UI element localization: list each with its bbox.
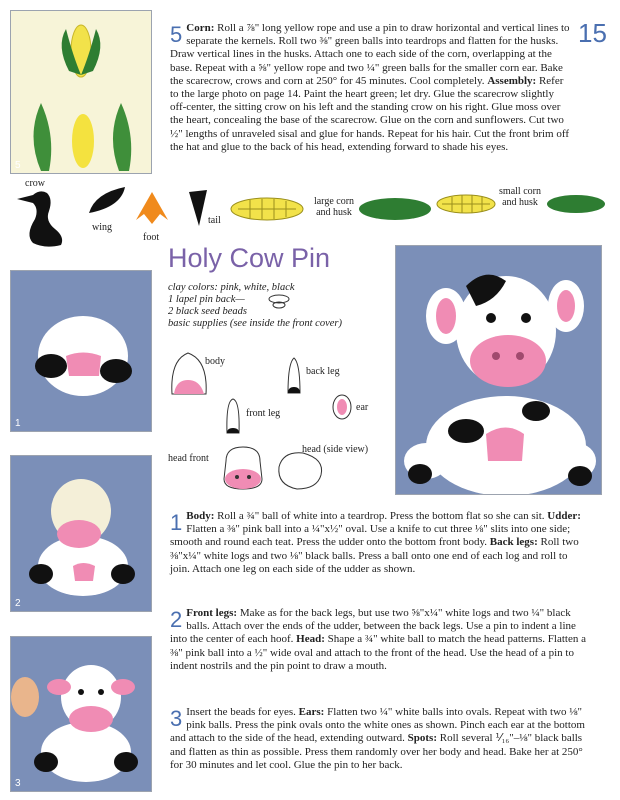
material-item: clay colors: pink, white, black	[168, 282, 295, 293]
material-item: basic supplies (see inside the front cover)	[168, 318, 342, 329]
step-1-paragraph	[170, 510, 590, 576]
assembly-title: Assembly:	[487, 74, 537, 87]
assembly-text: Refer to the large photo on page 14. Paint the heart green; let dry. Glue the scarecrow slightly off-center, the sitting crow on his left and the standing crow on his right. Glue moss over the heart, concealing the base of the scarecrow. Glue on the corn and sunflowers. Cut two ½" lengths of unraveled sisal and glue for hands. Repeat for his hair. Cut the front brim off the hat and glue to the back of his head, extending forward to shade his eyes.	[170, 74, 569, 153]
step-text: Roll a ⅞" long yellow rope and use a pin to draw horizontal and vertical lines to separate the kernels. Roll two ⅜" green balls into teardrops and flatten for the husks. Draw vertical lines in the husks. Attach one to each side of the corn, overlapping at the base. Repeat with a ⅝" yellow rope and two ¼" green balls for the smaller corn ear. Bake the scarecrow, crows and corn at 250° for 45 minutes. Cool completely.	[170, 22, 570, 87]
spots-text: Roll several ⅟₁₆"–⅛" black balls and flatten as thin as possible. Press them randomly over her body and head. Bake her at 250° for 30 minutes and let cool. Glue the pin to her back.	[170, 732, 583, 771]
step-2-illustration	[11, 456, 151, 611]
body-pattern	[168, 350, 210, 395]
finished-cow-photo	[395, 245, 602, 495]
step-1-photo	[10, 270, 152, 432]
wing-shape	[85, 185, 130, 220]
step-number: 3	[170, 706, 183, 731]
step-2-photo	[10, 455, 152, 612]
small-corn-label: small corn and husk	[499, 186, 541, 208]
head-title: Head:	[296, 633, 325, 646]
front-leg-label: front leg	[246, 408, 281, 419]
foot-label: foot	[143, 232, 160, 243]
ear-pattern	[331, 393, 353, 421]
photo-number: 1	[15, 418, 21, 429]
front-legs-text: Make as for the back legs, but use two ⅝"x¼" white logs and two ¼" black balls. Attach over the ends of the udder, between the back legs. Use a pin to indent a line into the center of each hoof.	[170, 607, 576, 646]
crow-shape	[15, 185, 85, 250]
front-leg-pattern	[222, 397, 244, 435]
eyes-text: Insert the beads for eyes.	[186, 706, 296, 718]
udder-text: Flatten a ⅜" pink ball into a ¼"x½" oval. Use a knife to cut three ⅛" slits into one side; smooth and round each teat. Press the udder onto the bottom front body.	[170, 523, 571, 549]
material-item: 1 lapel pin back—	[168, 294, 245, 305]
spots-title: Spots:	[407, 732, 437, 745]
project-title: Holy Cow Pin	[168, 243, 331, 273]
back-leg-pattern	[282, 355, 306, 395]
actual-height-caption: actual height 1"	[474, 478, 536, 488]
crow-label: crow	[25, 178, 45, 189]
body-text: Roll a ¾" ball of white into a teardrop. Press the bottom flat so she can sit.	[217, 510, 545, 522]
step-title: Corn:	[186, 22, 215, 34]
wing-label: wing	[92, 222, 112, 233]
page-number: 15	[578, 18, 607, 48]
head-text: Shape a ¾" white ball to match the head patterns. Flatten a ⅜" pink ball into a ½" wide oval and attach to the front of the head. Use the head of a pin to indent nostrils and the pin point to draw a mouth.	[170, 633, 586, 672]
tail-shape	[185, 188, 210, 228]
small-corn-shape	[436, 193, 496, 215]
step-number: 2	[170, 607, 183, 632]
back-legs-text: Roll two ⅜"x¼" white logs and two ⅛" black balls. Press a ball onto one end of each log and roll to join. Attach one leg on each side of the udder as shown.	[170, 536, 579, 575]
head-side-label: head (side view)	[302, 444, 369, 455]
step-3-illustration	[11, 637, 151, 791]
large-husk-shape	[358, 196, 433, 222]
large-corn-label: large corn and husk	[313, 196, 355, 218]
ear-label: ear	[356, 402, 369, 413]
body-title: Body:	[186, 510, 215, 522]
step-2-paragraph	[170, 607, 590, 673]
corn-photo	[10, 10, 152, 174]
back-legs-title: Back legs:	[489, 536, 538, 549]
ears-title: Ears:	[298, 706, 325, 718]
photo-number: 2	[15, 598, 21, 609]
step-5-paragraph	[170, 22, 570, 154]
body-label: body	[205, 356, 225, 367]
step-3-photo	[10, 636, 152, 792]
material-item: 2 black seed beads	[168, 306, 248, 317]
ears-text: Flatten two ¼" white balls into ovals. Repeat with two ⅛" pink balls. Press the pink ovals onto the white ones as shown. Pinch each ear at the bottom and attach to the side of the head, extending outward.	[170, 706, 585, 745]
udder-title: Udder:	[547, 510, 581, 522]
corn-illustration	[11, 11, 151, 173]
head-front-label: head front	[168, 453, 209, 464]
photo-number: 5	[15, 160, 21, 171]
pin-back-icon	[266, 293, 292, 311]
step-3-paragraph	[170, 706, 590, 772]
photo-number: 3	[15, 778, 21, 789]
cow-illustration	[396, 246, 601, 494]
tail-label: tail	[208, 215, 221, 226]
small-husk-shape	[546, 193, 606, 215]
head-front-pattern	[218, 443, 268, 491]
large-corn-shape	[230, 196, 305, 222]
back-leg-label: back leg	[306, 366, 340, 377]
step-number: 5	[170, 22, 183, 47]
step-number: 1	[170, 510, 183, 535]
front-legs-title: Front legs:	[186, 607, 238, 619]
step-1-illustration	[11, 271, 151, 431]
foot-shape	[132, 190, 172, 230]
